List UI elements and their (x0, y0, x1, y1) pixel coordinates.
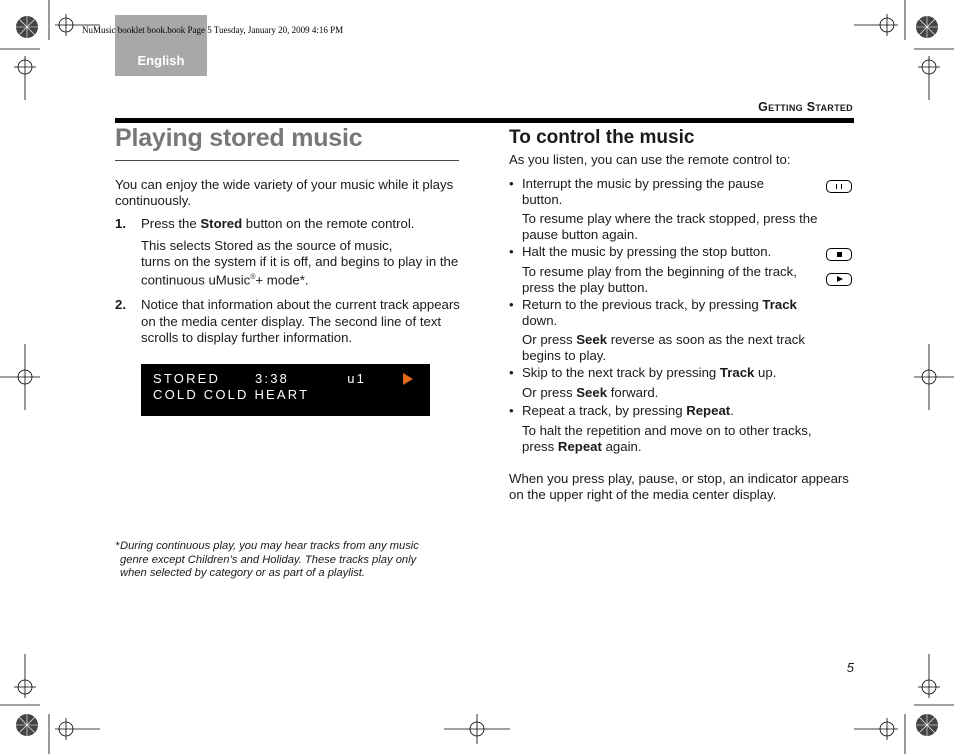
step-text: Press the Stored button on the remote control. (141, 216, 415, 231)
bullet-stop-detail: To resume play from the beginning of the track, press the play button. (522, 264, 797, 295)
display-line-2: COLD COLD HEART (153, 387, 310, 402)
section-heading: To control the music (509, 127, 695, 148)
footnote-mark: * (115, 540, 120, 552)
stored-button-label: Stored (200, 216, 243, 231)
display-line-1: STORED 3:38 u1 (153, 371, 367, 386)
stop-icon (826, 248, 852, 261)
bullet-next-detail: Or press Seek forward. (522, 385, 659, 400)
bullet-pause-detail: To resume play where the track stopped, press the pause button again. (522, 211, 818, 242)
step-number: 2. (115, 297, 126, 312)
pause-icon (826, 180, 852, 193)
title-rule (115, 160, 459, 161)
intro-paragraph: You can enjoy the wide variety of your music while it plays continuously. (115, 177, 454, 208)
display-play-icon (403, 373, 413, 385)
step-text: Notice that information about the current track appears on the media center display. The second line of text scrolls to display further information. (141, 297, 460, 345)
control-intro: As you listen, you can use the remote control to: (509, 152, 791, 167)
bullet-previous-detail: Or press Seek reverse as soon as the next track begins to play. (522, 332, 805, 363)
media-center-display (141, 364, 430, 416)
footnote-text: During continuous play, you may hear tracks from any music genre except Children’s and Holiday. These tracks play only when selected by category or as part of a playlist. (120, 540, 419, 580)
print-header: NuMusic booklet book.book Page 5 Tuesday, January 20, 2009 4:16 PM (82, 25, 344, 35)
bullet-repeat-detail: To halt the repetition and move on to other tracks, press Repeat again. (522, 423, 812, 454)
page-title: Playing stored music (115, 124, 363, 152)
step-number: 1. (115, 216, 126, 231)
section-title: Getting Started (758, 100, 853, 114)
page-number: 5 (846, 660, 854, 675)
closing-paragraph: When you press play, pause, or stop, an indicator appears on the upper right of the media center display. (509, 471, 849, 502)
header-rule (115, 118, 854, 123)
play-icon (826, 273, 852, 286)
step-1-detail: This selects Stored as the source of music, turns on the system if it is off, and begins to play in the continuous uMusic®+ mode*. (141, 238, 459, 288)
footnote (115, 540, 445, 581)
language-tab-label: English (137, 53, 185, 68)
